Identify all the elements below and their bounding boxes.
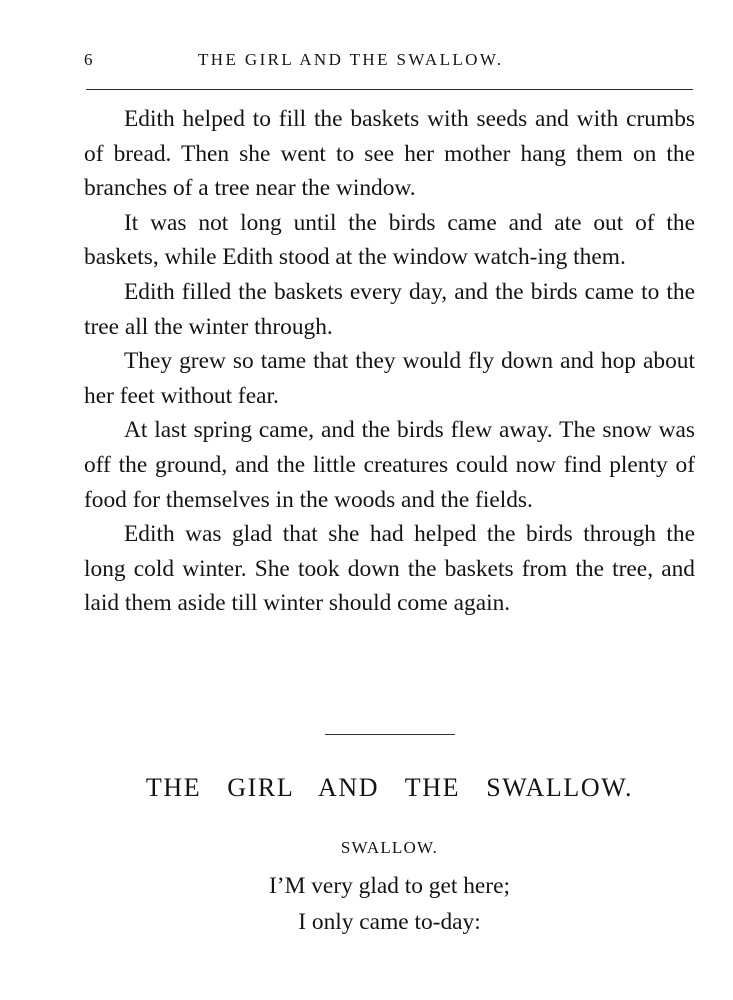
page-number: 6 xyxy=(84,50,95,69)
running-title: THE GIRL AND THE SWALLOW. xyxy=(198,50,504,69)
verse xyxy=(84,868,695,940)
running-head xyxy=(84,50,694,74)
verse-line: I’M very glad to get here; xyxy=(269,873,510,899)
body-text xyxy=(84,102,695,621)
header-rule xyxy=(86,89,693,90)
speaker-heading: SWALLOW. xyxy=(340,838,439,857)
paragraph: Edith filled the baskets every day, and the birds came to the tree all the winter through. xyxy=(84,278,695,340)
paragraph: Edith helped to fill the baskets with seeds and with crumbs of bread. Then she went to see her mother hang them on the branches of a tree near the window. xyxy=(84,106,695,202)
paragraph: They grew so tame that they would fly down and hop about her feet without fear. xyxy=(84,348,695,409)
paragraph: At last spring came, and the birds flew away. The snow was off the ground, and the little creatures could now find plenty of food for themselves in the woods and the fields. xyxy=(84,417,695,513)
paragraph: It was not long until the birds came and ate out of the baskets, while Edith stood at the window watch-ing them. xyxy=(84,209,695,271)
section-divider xyxy=(325,734,455,735)
section-title: THE GIRL AND THE SWALLOW. xyxy=(145,773,634,802)
paragraph: Edith was glad that she had helped the birds through the long cold winter. She took down the baskets from the tree, and laid them aside till winter should come again. xyxy=(84,521,695,617)
verse-line: I only came to-day: xyxy=(298,909,481,935)
